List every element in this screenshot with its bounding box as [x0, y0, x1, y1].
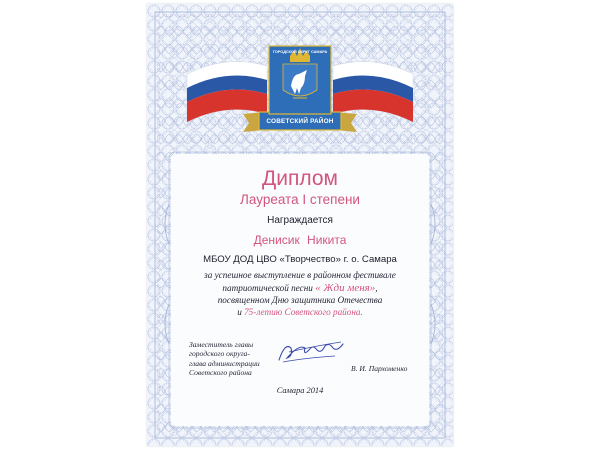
- organization-line: МБОУ ДОД ЦВО «Творчество» г. о. Самара: [203, 254, 397, 265]
- song-title: « Жди меня»: [315, 282, 376, 294]
- signer-position-line-4: Советского района: [189, 368, 252, 378]
- signer-name: В. И. Пархоменко: [351, 364, 408, 373]
- emblem-top-label: ГОРОДСКОЙ ОКРУГ САМАРА: [272, 50, 328, 54]
- signer-position: [189, 340, 275, 378]
- awarded-label: Награждается: [267, 215, 333, 226]
- reason-line-3: посвященном Дню защитника Отечества: [217, 295, 383, 305]
- reason-line-4-prefix: и: [237, 307, 245, 317]
- reason-line-4: [147, 307, 453, 317]
- signer-position-line-3: глава администрации: [189, 358, 260, 368]
- signer-position-line-1: Заместитель главы: [189, 340, 254, 349]
- district-banner-label: СОВЕТСКИЙ РАЙОН: [266, 118, 334, 125]
- diploma-sheet: [147, 4, 453, 446]
- diploma-title: Диплом: [262, 167, 338, 190]
- reason-line-2-prefix: патриотической песни: [222, 283, 316, 293]
- reason-line-2: [147, 282, 453, 294]
- anniversary-text: 75-летию Советского района.: [244, 307, 363, 317]
- handwritten-signature: [275, 334, 349, 366]
- place-year: Самара 2014: [276, 386, 324, 395]
- reason-line-1: за успешное выступление в районном фестивале: [204, 270, 396, 280]
- signer-position-line-2: городского округа-: [189, 349, 250, 359]
- diploma-subtitle: Лауреата I степени: [240, 192, 360, 207]
- recipient-name: Денисик Никита: [253, 233, 347, 247]
- reason-line-2-suffix: ,: [375, 283, 378, 293]
